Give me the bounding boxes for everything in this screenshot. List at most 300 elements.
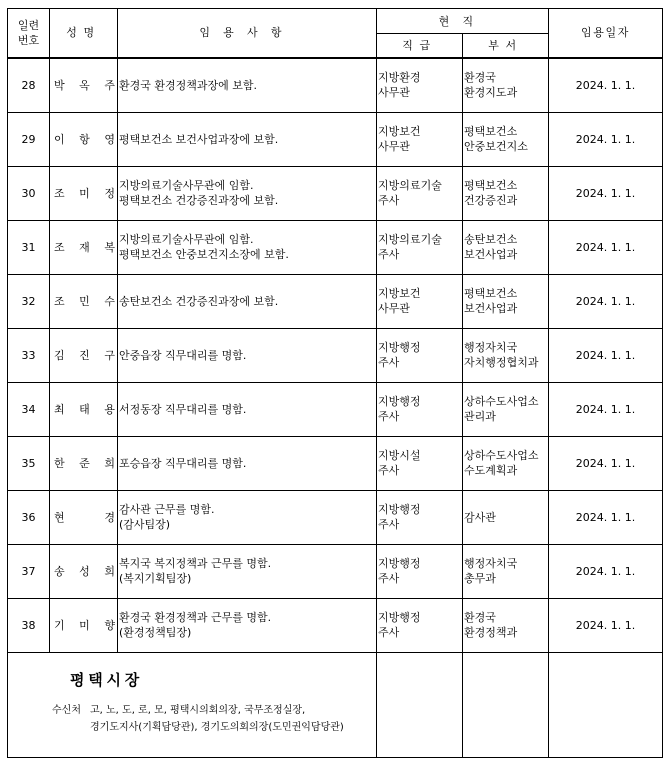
name-syllable: 조 bbox=[54, 240, 65, 254]
dept-char: 보 bbox=[485, 125, 496, 138]
serial-number: 37 bbox=[8, 544, 50, 598]
grade-char: 술 bbox=[431, 179, 442, 192]
dept-char: 책 bbox=[495, 626, 507, 639]
person-name bbox=[50, 598, 118, 652]
grade-char: 환 bbox=[399, 71, 410, 84]
current-department-line bbox=[464, 193, 546, 208]
dept-char: 보 bbox=[485, 233, 496, 246]
serial-number: 36 bbox=[8, 490, 50, 544]
current-department-line bbox=[464, 409, 546, 424]
header-dept-label: 부서 bbox=[488, 38, 523, 52]
appointment-date: 2024. 1. 1. bbox=[549, 220, 663, 274]
current-grade-line bbox=[378, 70, 460, 85]
dept-char: 중 bbox=[474, 140, 486, 153]
appointment-detail-line: 서정동장 직무대리를 명함. bbox=[119, 402, 247, 416]
person-name-syllables bbox=[54, 348, 115, 363]
name-syllable: 옥 bbox=[79, 78, 90, 92]
recipients-line1: 고, 노, 도, 로, 모, 평택시의회의장, 국무조정실장, bbox=[90, 704, 306, 716]
current-department bbox=[463, 382, 549, 436]
dept-char: 평 bbox=[464, 179, 475, 192]
grade-char: 정 bbox=[409, 395, 421, 408]
dept-char: 하 bbox=[474, 449, 486, 462]
dept-char: 국 bbox=[485, 71, 496, 84]
dept-char: 사 bbox=[474, 510, 486, 524]
table-row bbox=[8, 166, 663, 220]
name-syllable: 민 bbox=[79, 294, 90, 308]
appointment-detail bbox=[118, 328, 377, 382]
current-department bbox=[463, 598, 549, 652]
appointment-detail-line: 지방의료기술사무관에 임함. bbox=[119, 233, 254, 246]
name-syllable: 태 bbox=[79, 402, 90, 416]
dept-char: 소 bbox=[517, 140, 528, 153]
appointment-rows bbox=[8, 58, 663, 653]
current-department-line bbox=[464, 70, 546, 85]
name-syllable: 구 bbox=[104, 348, 115, 362]
dept-char: 소 bbox=[506, 287, 518, 300]
current-grade bbox=[377, 490, 463, 544]
serial-number: 38 bbox=[8, 598, 50, 652]
grade-char: 무 bbox=[388, 86, 400, 99]
name-syllable: 수 bbox=[104, 294, 115, 308]
grade-char: 사 bbox=[388, 248, 400, 261]
grade-char: 주 bbox=[378, 356, 389, 369]
grade-char: 사 bbox=[378, 86, 389, 99]
name-syllable: 복 bbox=[104, 240, 115, 254]
current-department-line bbox=[464, 463, 546, 478]
name-syllable: 조 bbox=[54, 294, 65, 308]
serial-number: 29 bbox=[8, 112, 50, 166]
current-department-line bbox=[464, 394, 546, 409]
current-grade-line bbox=[378, 394, 460, 409]
header-dept bbox=[463, 34, 549, 58]
dept-char: 수 bbox=[485, 395, 496, 408]
grade-char: 료 bbox=[409, 233, 421, 246]
appointment-detail-line: (환경정책팀장) bbox=[119, 626, 192, 639]
current-grade-line bbox=[378, 193, 460, 208]
grade-char: 지 bbox=[378, 611, 389, 624]
appointment-detail-line: 환경국 환경정책과장에 보함. bbox=[119, 78, 258, 92]
appointment-detail-line: 복지국 복지정책과 근무를 명함. bbox=[119, 557, 272, 570]
dept-char: 과 bbox=[506, 464, 518, 477]
grade-char: 사 bbox=[378, 302, 389, 315]
current-grade bbox=[377, 166, 463, 220]
serial-number: 35 bbox=[8, 436, 50, 490]
current-department bbox=[463, 112, 549, 166]
footer-cell bbox=[8, 652, 377, 757]
appointment-date: 2024. 1. 1. bbox=[549, 382, 663, 436]
dept-char: 소 bbox=[506, 179, 518, 192]
current-department bbox=[463, 58, 549, 113]
grade-char: 무 bbox=[388, 302, 400, 315]
grade-char: 방 bbox=[388, 611, 400, 624]
grade-char: 주 bbox=[378, 464, 389, 477]
name-syllable: 성 bbox=[79, 564, 90, 578]
grade-char: 사 bbox=[388, 572, 400, 585]
table-row bbox=[8, 112, 663, 166]
header-date-label: 임용일자 bbox=[580, 26, 631, 40]
grade-char: 방 bbox=[388, 125, 400, 138]
current-grade bbox=[377, 382, 463, 436]
table-row bbox=[8, 328, 663, 382]
current-department-line bbox=[464, 124, 546, 139]
current-department-line bbox=[464, 232, 546, 247]
name-syllable: 희 bbox=[104, 456, 115, 470]
header-grade-label: 직급 bbox=[402, 38, 437, 52]
name-syllable: 현 bbox=[54, 510, 65, 524]
grade-char: 행 bbox=[399, 611, 410, 624]
person-name bbox=[50, 544, 118, 598]
header-duty-label: 임용사항 bbox=[199, 26, 295, 40]
dept-char: 감 bbox=[464, 510, 475, 524]
name-syllable: 희 bbox=[104, 564, 115, 578]
grade-char: 방 bbox=[388, 71, 400, 84]
grade-char: 관 bbox=[399, 302, 410, 315]
dept-char: 과 bbox=[506, 626, 518, 639]
current-grade bbox=[377, 58, 463, 113]
grade-char: 의 bbox=[399, 233, 410, 246]
person-name-syllables bbox=[54, 294, 115, 309]
grade-char: 지 bbox=[378, 179, 389, 192]
grade-char: 주 bbox=[378, 410, 389, 423]
person-name bbox=[50, 382, 118, 436]
dept-char: 정 bbox=[474, 557, 486, 570]
grade-char: 료 bbox=[409, 179, 421, 192]
dept-char: 과 bbox=[506, 302, 518, 315]
dept-char: 건 bbox=[474, 302, 486, 315]
grade-char: 지 bbox=[378, 71, 389, 84]
current-grade bbox=[377, 436, 463, 490]
header-serial-line1: 일련 bbox=[17, 18, 40, 32]
grade-char: 주 bbox=[378, 626, 389, 639]
grade-char: 지 bbox=[378, 503, 389, 516]
serial-number: 30 bbox=[8, 166, 50, 220]
name-syllable: 향 bbox=[104, 618, 115, 632]
grade-char: 시 bbox=[399, 449, 410, 462]
name-syllable: 김 bbox=[54, 348, 65, 362]
current-grade-line bbox=[378, 232, 460, 247]
grade-char: 보 bbox=[399, 287, 410, 300]
current-grade-line bbox=[378, 139, 460, 154]
dept-char: 보 bbox=[464, 302, 475, 315]
current-grade bbox=[377, 598, 463, 652]
header-name-label: 성명 bbox=[66, 26, 101, 40]
name-syllable: 기 bbox=[54, 618, 65, 632]
grade-char: 행 bbox=[399, 341, 410, 354]
dept-char: 환 bbox=[464, 71, 475, 84]
appointment-date: 2024. 1. 1. bbox=[549, 274, 663, 328]
dept-char: 총 bbox=[464, 572, 475, 585]
dept-char: 계 bbox=[485, 464, 496, 477]
dept-char: 환 bbox=[464, 86, 475, 99]
name-syllable: 조 bbox=[54, 186, 65, 200]
appointment-detail-line: 감사관 근무를 명함. bbox=[119, 503, 215, 516]
dept-char: 자 bbox=[464, 356, 475, 369]
dept-char: 국 bbox=[506, 341, 518, 354]
appointment-detail-line: 지방의료기술사무관에 임함. bbox=[119, 179, 254, 192]
grade-char: 주 bbox=[378, 518, 389, 531]
header-current-position bbox=[377, 9, 549, 34]
appointment-date: 2024. 1. 1. bbox=[549, 58, 663, 113]
dept-char: 건 bbox=[495, 233, 507, 246]
name-syllable: 한 bbox=[54, 456, 65, 470]
grade-char: 정 bbox=[409, 503, 421, 516]
grade-char: 사 bbox=[388, 410, 400, 423]
dept-char: 소 bbox=[527, 395, 539, 408]
person-name bbox=[50, 328, 118, 382]
name-syllable: 송 bbox=[54, 564, 65, 578]
person-name-syllables bbox=[54, 564, 115, 579]
grade-char: 주 bbox=[378, 194, 389, 207]
dept-char: 진 bbox=[495, 194, 507, 207]
grade-char: 기 bbox=[420, 179, 432, 192]
appointment-detail bbox=[118, 220, 377, 274]
current-grade-line bbox=[378, 247, 460, 262]
header-serial-number bbox=[8, 9, 50, 58]
dept-char: 상 bbox=[464, 449, 475, 462]
footer-empty-dept bbox=[463, 652, 549, 757]
grade-char: 지 bbox=[378, 125, 389, 138]
dept-char: 경 bbox=[474, 626, 486, 639]
current-department-line bbox=[464, 610, 546, 625]
dept-char: 보 bbox=[464, 248, 475, 261]
dept-char: 소 bbox=[506, 233, 518, 246]
dept-char: 환 bbox=[464, 611, 475, 624]
appointment-detail bbox=[118, 544, 377, 598]
header-grade bbox=[377, 34, 463, 58]
dept-char: 업 bbox=[517, 449, 528, 462]
grade-char: 정 bbox=[409, 341, 421, 354]
dept-char: 환 bbox=[464, 626, 475, 639]
grade-char: 보 bbox=[399, 125, 410, 138]
current-department-line bbox=[464, 286, 546, 301]
person-name bbox=[50, 490, 118, 544]
dept-char: 증 bbox=[485, 194, 496, 207]
current-grade bbox=[377, 544, 463, 598]
current-department bbox=[463, 490, 549, 544]
table-row bbox=[8, 220, 663, 274]
grade-char: 사 bbox=[388, 518, 400, 531]
appointment-detail-line: 송탄보건소 건강증진과장에 보함. bbox=[119, 294, 279, 308]
grade-char: 지 bbox=[378, 341, 389, 354]
appointment-detail bbox=[118, 166, 377, 220]
current-department-line bbox=[464, 139, 546, 154]
dept-char: 건 bbox=[495, 287, 507, 300]
current-grade-line bbox=[378, 448, 460, 463]
dept-char: 도 bbox=[474, 464, 486, 477]
grade-char: 방 bbox=[388, 449, 400, 462]
table-row bbox=[8, 274, 663, 328]
current-grade bbox=[377, 328, 463, 382]
grade-char: 경 bbox=[409, 71, 421, 84]
dept-char: 송 bbox=[464, 233, 475, 246]
appointment-detail bbox=[118, 112, 377, 166]
grade-char: 지 bbox=[378, 395, 389, 408]
current-department bbox=[463, 274, 549, 328]
person-name bbox=[50, 58, 118, 113]
dept-char: 수 bbox=[485, 449, 496, 462]
recipients-block bbox=[52, 702, 376, 736]
name-syllable: 용 bbox=[104, 402, 115, 416]
current-department bbox=[463, 436, 549, 490]
current-department bbox=[463, 544, 549, 598]
dept-char: 업 bbox=[517, 395, 528, 408]
current-grade bbox=[377, 112, 463, 166]
current-grade-line bbox=[378, 301, 460, 316]
appointment-detail-line: 평택보건소 보건사업과장에 보함. bbox=[119, 132, 279, 146]
appointment-detail-line: 평택보건소 건강증진과장에 보함. bbox=[119, 194, 279, 207]
current-grade-line bbox=[378, 463, 460, 478]
current-grade-line bbox=[378, 409, 460, 424]
name-syllable: 경 bbox=[104, 510, 115, 524]
dept-char: 국 bbox=[485, 611, 496, 624]
appointment-detail-line: 안중읍장 직무대리를 명함. bbox=[119, 348, 247, 362]
name-syllable: 주 bbox=[104, 78, 115, 92]
dept-char: 보 bbox=[485, 287, 496, 300]
current-grade-line bbox=[378, 286, 460, 301]
current-department-line bbox=[464, 340, 546, 355]
name-syllable: 재 bbox=[79, 240, 90, 254]
dept-char: 무 bbox=[474, 572, 486, 585]
appointment-detail-line: 포승읍장 직무대리를 명함. bbox=[119, 456, 247, 470]
dept-char: 택 bbox=[474, 287, 486, 300]
table-row bbox=[8, 382, 663, 436]
current-department-line bbox=[464, 85, 546, 100]
dept-char: 평 bbox=[464, 287, 475, 300]
dept-char: 관 bbox=[485, 510, 496, 524]
dept-char: 소 bbox=[527, 449, 539, 462]
grade-char: 방 bbox=[388, 395, 400, 408]
dept-char: 치 bbox=[517, 356, 528, 369]
grade-char: 건 bbox=[409, 287, 421, 300]
grade-char: 주 bbox=[378, 248, 389, 261]
dept-char: 사 bbox=[485, 302, 496, 315]
name-syllable: 미 bbox=[79, 618, 90, 632]
table-row bbox=[8, 58, 663, 113]
table-row bbox=[8, 598, 663, 652]
header-serial-line2: 번호 bbox=[17, 33, 40, 47]
person-name bbox=[50, 274, 118, 328]
dept-char: 사 bbox=[506, 395, 518, 408]
current-grade-line bbox=[378, 571, 460, 586]
person-name-syllables bbox=[54, 78, 115, 93]
grade-char: 방 bbox=[388, 233, 400, 246]
current-department-line bbox=[464, 448, 546, 463]
grade-char: 사 bbox=[388, 626, 400, 639]
current-department-line bbox=[464, 301, 546, 316]
current-department-line bbox=[464, 247, 546, 262]
person-name bbox=[50, 220, 118, 274]
current-grade-line bbox=[378, 85, 460, 100]
dept-char: 리 bbox=[474, 410, 486, 423]
grade-char: 행 bbox=[399, 395, 410, 408]
person-name-syllables bbox=[54, 186, 115, 201]
dept-char: 과 bbox=[506, 248, 518, 261]
person-name bbox=[50, 112, 118, 166]
dept-char: 자 bbox=[485, 341, 496, 354]
grade-char: 방 bbox=[388, 503, 400, 516]
grade-char: 사 bbox=[388, 464, 400, 477]
grade-char: 지 bbox=[378, 287, 389, 300]
grade-char: 방 bbox=[388, 557, 400, 570]
current-grade bbox=[377, 274, 463, 328]
dept-char: 상 bbox=[464, 395, 475, 408]
footer-empty-grade bbox=[377, 652, 463, 757]
appointment-date: 2024. 1. 1. bbox=[549, 328, 663, 382]
grade-char: 사 bbox=[388, 356, 400, 369]
name-syllable: 미 bbox=[79, 186, 90, 200]
grade-char: 방 bbox=[388, 179, 400, 192]
current-department-line bbox=[464, 355, 546, 370]
appointment-detail bbox=[118, 274, 377, 328]
grade-char: 지 bbox=[378, 233, 389, 246]
person-name-syllables bbox=[54, 510, 115, 525]
current-grade-line bbox=[378, 124, 460, 139]
serial-number: 34 bbox=[8, 382, 50, 436]
appointment-detail-line: (감사팀장) bbox=[119, 518, 171, 531]
current-grade-line bbox=[378, 502, 460, 517]
grade-char: 사 bbox=[388, 194, 400, 207]
appointment-detail-line: 평택보건소 안중보건지소장에 보함. bbox=[119, 248, 289, 261]
appointment-date: 2024. 1. 1. bbox=[549, 436, 663, 490]
dept-char: 건 bbox=[495, 140, 507, 153]
grade-char: 방 bbox=[388, 287, 400, 300]
dept-char: 평 bbox=[464, 125, 475, 138]
dept-char: 행 bbox=[464, 341, 475, 354]
dept-char: 경 bbox=[474, 71, 486, 84]
appointment-detail bbox=[118, 382, 377, 436]
name-syllable: 이 bbox=[54, 132, 65, 146]
dept-char: 경 bbox=[474, 611, 486, 624]
dept-char: 소 bbox=[506, 125, 518, 138]
dept-char: 수 bbox=[464, 464, 475, 477]
dept-char: 보 bbox=[485, 179, 496, 192]
current-grade-line bbox=[378, 556, 460, 571]
dept-char: 강 bbox=[474, 194, 486, 207]
current-grade-line bbox=[378, 340, 460, 355]
name-syllable: 최 bbox=[54, 402, 65, 416]
appointment-date: 2024. 1. 1. bbox=[549, 490, 663, 544]
current-grade bbox=[377, 220, 463, 274]
dept-char: 사 bbox=[506, 449, 518, 462]
serial-number: 33 bbox=[8, 328, 50, 382]
table-row bbox=[8, 490, 663, 544]
dept-char: 행 bbox=[485, 356, 496, 369]
dept-char: 지 bbox=[485, 86, 496, 99]
dept-char: 건 bbox=[495, 125, 507, 138]
dept-char: 건 bbox=[464, 194, 475, 207]
grade-char: 행 bbox=[399, 503, 410, 516]
grade-char: 설 bbox=[409, 449, 421, 462]
current-department-line bbox=[464, 178, 546, 193]
dept-char: 안 bbox=[464, 140, 475, 153]
dept-char: 도 bbox=[495, 86, 507, 99]
current-grade-line bbox=[378, 178, 460, 193]
dept-char: 하 bbox=[474, 395, 486, 408]
current-grade-line bbox=[378, 355, 460, 370]
table-row bbox=[8, 436, 663, 490]
grade-char: 정 bbox=[409, 557, 421, 570]
header-name bbox=[50, 9, 118, 58]
appointment-detail bbox=[118, 58, 377, 113]
current-department-line bbox=[464, 510, 546, 525]
dept-char: 지 bbox=[506, 140, 518, 153]
appointment-date: 2024. 1. 1. bbox=[549, 544, 663, 598]
dept-char: 도 bbox=[495, 395, 507, 408]
dept-char: 국 bbox=[506, 557, 518, 570]
serial-number: 31 bbox=[8, 220, 50, 274]
appointment-date: 2024. 1. 1. bbox=[549, 598, 663, 652]
current-grade-line bbox=[378, 610, 460, 625]
